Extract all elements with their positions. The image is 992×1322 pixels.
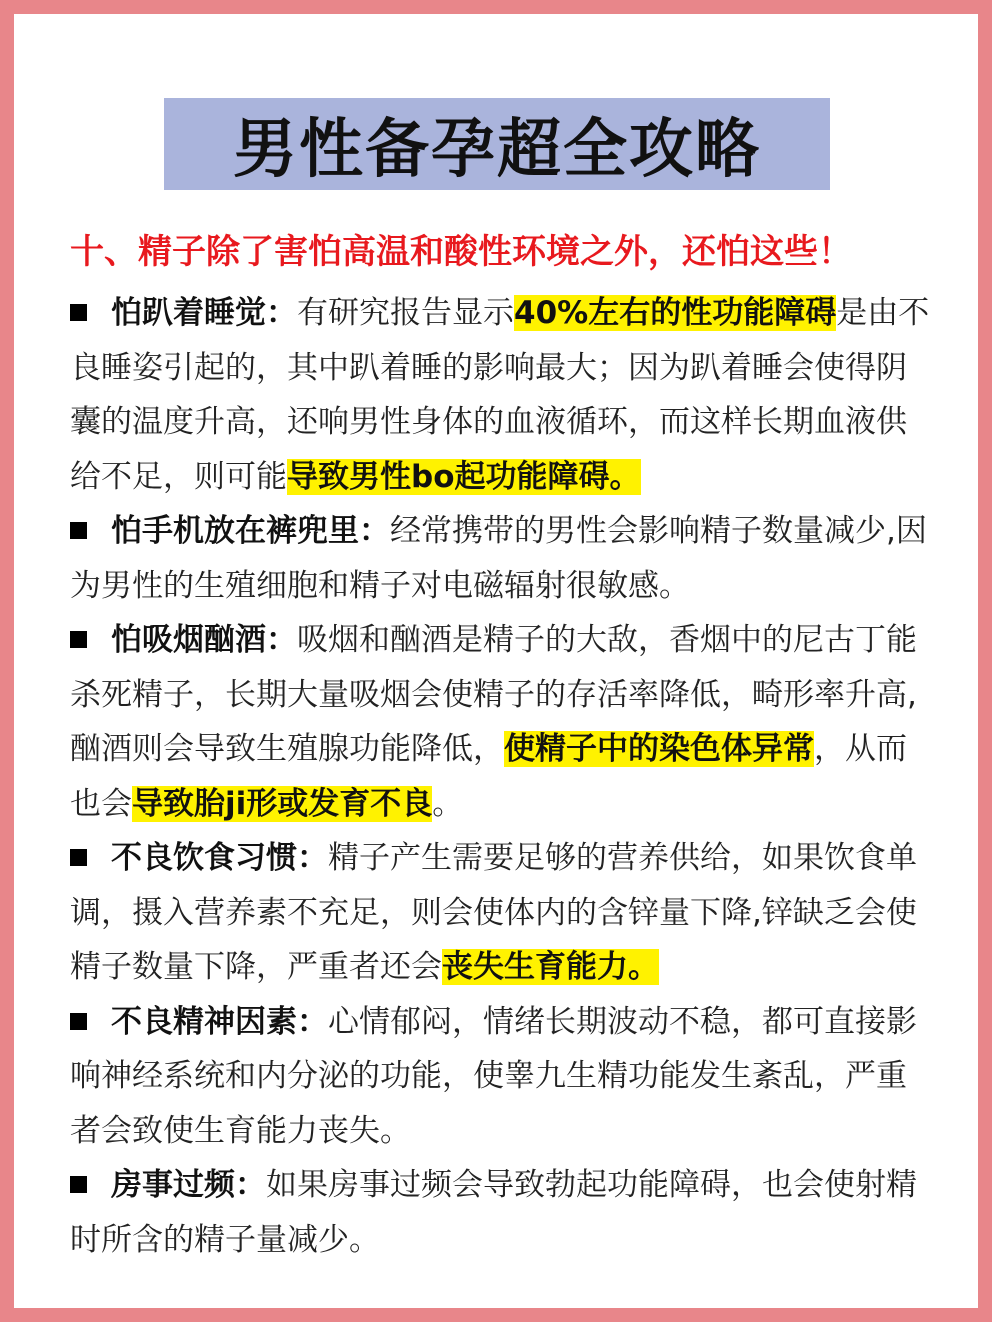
body-text: 有研究报告显示 [297, 295, 514, 331]
square-bullet-icon [70, 522, 87, 539]
page-title: 男性备孕超全攻略 [233, 113, 761, 187]
section-smoking-drinking [70, 613, 936, 831]
square-bullet-icon [70, 304, 87, 321]
section-subtitle: 十、精子除了害怕高温和酸性环境之外，还怕这些！ [70, 232, 852, 272]
page [14, 14, 978, 1308]
square-bullet-icon [70, 1013, 87, 1030]
highlight-text: 导致男性bo起功能障碍。 [287, 458, 641, 495]
section-heading: 不良饮食习惯： [111, 840, 328, 876]
body-text: 心情郁闷，情绪长期波动不稳，都可直接影响神经系统和内分泌的功能，使睾九生精功能发生紊乱，严重者会致使生育能力丧失。 [70, 1003, 917, 1149]
content-body [70, 286, 936, 1267]
body-text: ，从而也会 [70, 731, 907, 822]
body-text: 经常携带的男性会影响精子数量减少,因为男性的生殖细胞和精子对电磁辐射很敏感。 [70, 513, 927, 604]
section-mental-factors [70, 995, 936, 1159]
section-phone-in-pocket [70, 504, 936, 613]
body-text: 吸烟和酗酒是精子的大敌，香烟中的尼古丁能杀死精子，长期大量吸烟会使精子的存活率降低，畸形率升高,酗酒则会导致生殖腺功能降低， [70, 622, 917, 767]
highlight-text: 使精子中的染色体异常 [504, 731, 814, 767]
section-frequent-sex [70, 1158, 936, 1267]
section-heading: 怕吸烟酗酒： [111, 622, 297, 658]
square-bullet-icon [70, 1176, 87, 1193]
square-bullet-icon [70, 631, 87, 648]
body-text: 精子产生需要足够的营养供给，如果饮食单调，摄入营养素不充足，则会使体内的含锌量下降,锌缺乏会使精子数量下降，严重者还会 [70, 840, 917, 985]
section-heading: 怕趴着睡觉： [111, 295, 297, 331]
square-bullet-icon [70, 849, 87, 866]
highlight-text: 丧失生育能力。 [442, 949, 659, 985]
section-sleep-prone [70, 286, 936, 504]
highlight-text: 40%左右的性功能障碍 [514, 295, 837, 331]
section-heading: 房事过频： [111, 1167, 266, 1203]
highlight-text: 导致胎ji形或发育不良 [132, 785, 433, 822]
body-text: 是由不良睡姿引起的，其中趴着睡的影响最大；因为趴着睡会使得阴囊的温度升高，还响男性身体的血液循环，而这样长期血液供给不足，则可能 [70, 295, 930, 495]
section-heading: 怕手机放在裤兜里： [111, 513, 390, 549]
body-text: 如果房事过频会导致勃起功能障碍，也会使射精时所含的精子量减少。 [70, 1167, 917, 1258]
body-text: 。 [432, 785, 464, 822]
title-banner [164, 98, 830, 190]
section-diet-habits [70, 831, 936, 995]
section-heading: 不良精神因素： [111, 1003, 328, 1040]
